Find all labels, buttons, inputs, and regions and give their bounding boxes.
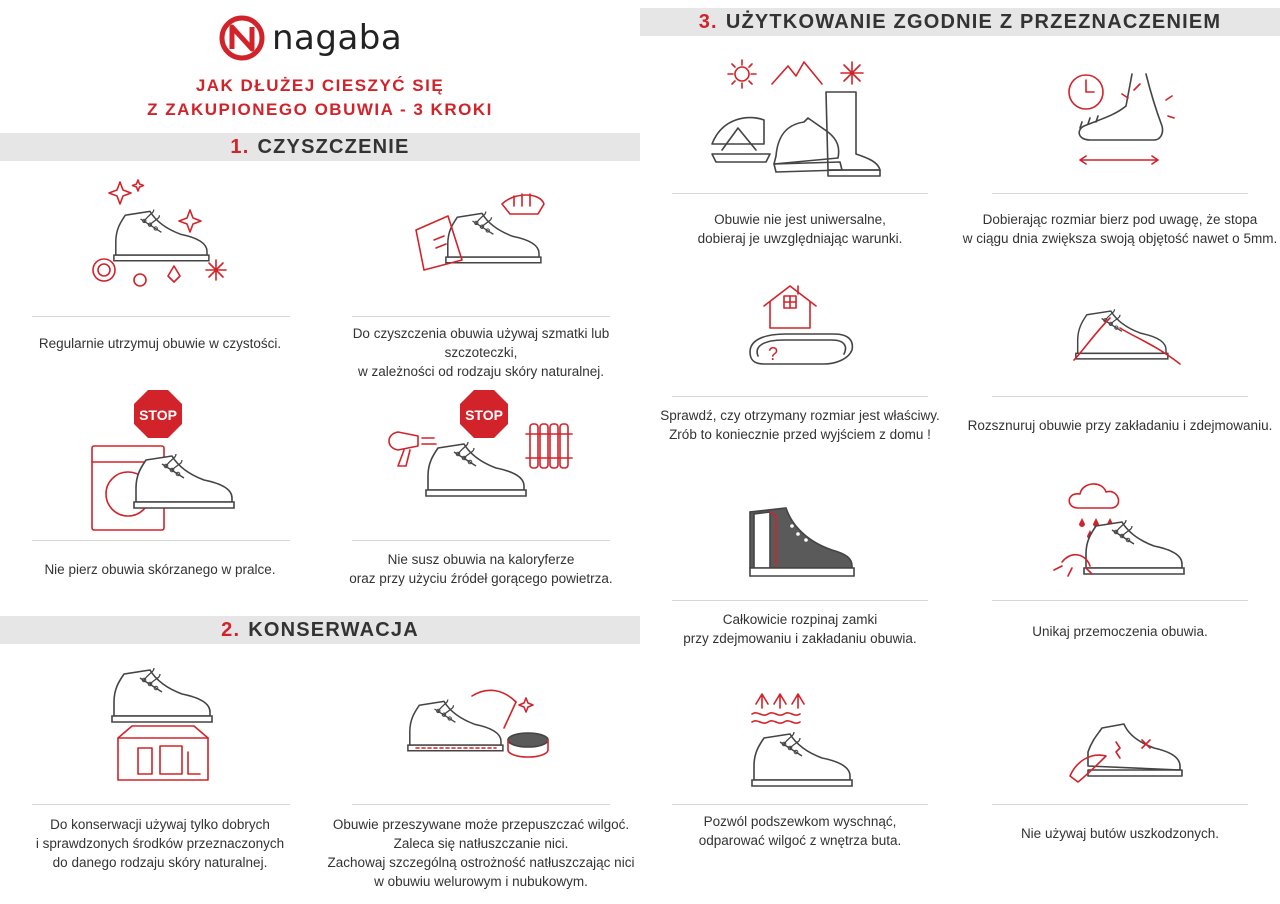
- seasonal-footwear-icon: [708, 58, 898, 186]
- divider: [672, 600, 928, 601]
- caption-cleaning-1: Regularnie utrzymuj obuwie w czystości.: [38, 336, 282, 351]
- foot-size-clock-icon: [1066, 70, 1176, 166]
- drying-lining-icon: [748, 684, 858, 790]
- subtitle: [130, 74, 510, 122]
- caption-usage-2: Dobierając rozmiar bierz pod uwagę, że stopa w ciągu dnia zwiększa swoją objętość nawet o 5mm.: [962, 212, 1278, 246]
- washing-machine-stop-icon: [88, 388, 238, 534]
- caption-conservation-2: Obuwie przeszywane może przepuszczać wilgoć. Zaleca się natłuszczanie nici. Zachowaj szczególną ostrożność natłuszczając nici w obuwiu welurowym i nubukowym.: [327, 817, 635, 889]
- shoe-care-box-icon: [104, 658, 224, 784]
- caption-usage-7: Pozwól podszewkom wyschnąć, odparować wilgoć z wnętrza buta.: [698, 814, 902, 848]
- shoe-wax-tin-icon: [404, 688, 554, 764]
- section-header-usage: [640, 8, 1280, 36]
- zipper-boot-icon: [748, 506, 858, 578]
- brand-logo: [218, 14, 428, 62]
- caption-usage-5: Całkowicie rozpinaj zamki przy zdejmowaniu i zakładaniu obuwia.: [683, 612, 917, 646]
- section-number: 2.: [221, 618, 241, 641]
- caption-cleaning-4: Nie susz obuwia na kaloryferze oraz przy użyciu źródeł gorącego powietrza.: [349, 552, 613, 586]
- rain-splash-shoe-icon: [1052, 480, 1188, 580]
- untied-laces-icon: [1074, 294, 1184, 374]
- divider: [32, 804, 290, 805]
- caption-usage-3: Sprawdź, czy otrzymany rozmiar jest właściwy. Zrób to koniecznie przed wyjściem z domu !: [660, 408, 940, 442]
- divider: [672, 804, 928, 805]
- divider: [32, 316, 290, 317]
- section-title: UŻYTKOWANIE ZGODNIE Z PRZEZNACZENIEM: [725, 10, 1222, 33]
- sparkling-shoe-icon: [90, 178, 240, 298]
- divider: [992, 193, 1248, 194]
- dryer-radiator-stop-icon: [384, 388, 584, 500]
- divider: [352, 316, 610, 317]
- section-number: 1.: [230, 135, 250, 158]
- divider: [672, 193, 928, 194]
- damaged-shoe-icon: [1068, 722, 1184, 786]
- divider: [992, 396, 1248, 397]
- section-header-cleaning: [0, 133, 640, 161]
- stop-sign-text: STOP: [139, 407, 177, 423]
- brand-name: nagaba: [272, 18, 403, 58]
- caption-usage-6: Unikaj przemoczenia obuwia.: [1032, 624, 1208, 639]
- caption-usage-8: Nie używaj butów uszkodzonych.: [1020, 826, 1220, 841]
- nagaba-logo-icon: [218, 15, 266, 61]
- subtitle-line-1: JAK DŁUŻEJ CIESZYĆ SIĘ: [195, 76, 445, 95]
- caption-usage-4: Rozsznuruj obuwie przy zakładaniu i zdejmowaniu.: [967, 418, 1273, 433]
- divider: [992, 600, 1248, 601]
- svg-text:?: ?: [768, 344, 779, 364]
- section-number: 3.: [698, 10, 718, 33]
- divider: [352, 540, 610, 541]
- section-title: KONSERWACJA: [248, 618, 419, 641]
- subtitle-line-2: Z ZAKUPIONEGO OBUWIA - 3 KROKI: [147, 100, 493, 119]
- caption-cleaning-2: Do czyszczenia obuwia używaj szmatki lub szczoteczki, w zależności od rodzaju skóry naturalnej.: [352, 326, 610, 379]
- stop-sign-text: STOP: [465, 407, 503, 423]
- section-title: CZYSZCZENIE: [257, 135, 410, 158]
- divider: [32, 540, 290, 541]
- section-header-conservation: [0, 616, 640, 644]
- caption-cleaning-3: Nie pierz obuwia skórzanego w pralce.: [44, 562, 276, 577]
- house-shoe-question-icon: [744, 284, 856, 374]
- cloth-wiping-shoe-icon: [414, 190, 554, 280]
- divider: [352, 804, 610, 805]
- divider: [992, 804, 1248, 805]
- divider: [672, 396, 928, 397]
- caption-conservation-1: Do konserwacji używaj tylko dobrych i sprawdzonych środków przeznaczonych do danego rodzaju skóry naturalnej.: [35, 817, 285, 870]
- caption-usage-1: Obuwie nie jest uniwersalne, dobieraj je uwzględniając warunki.: [697, 212, 903, 246]
